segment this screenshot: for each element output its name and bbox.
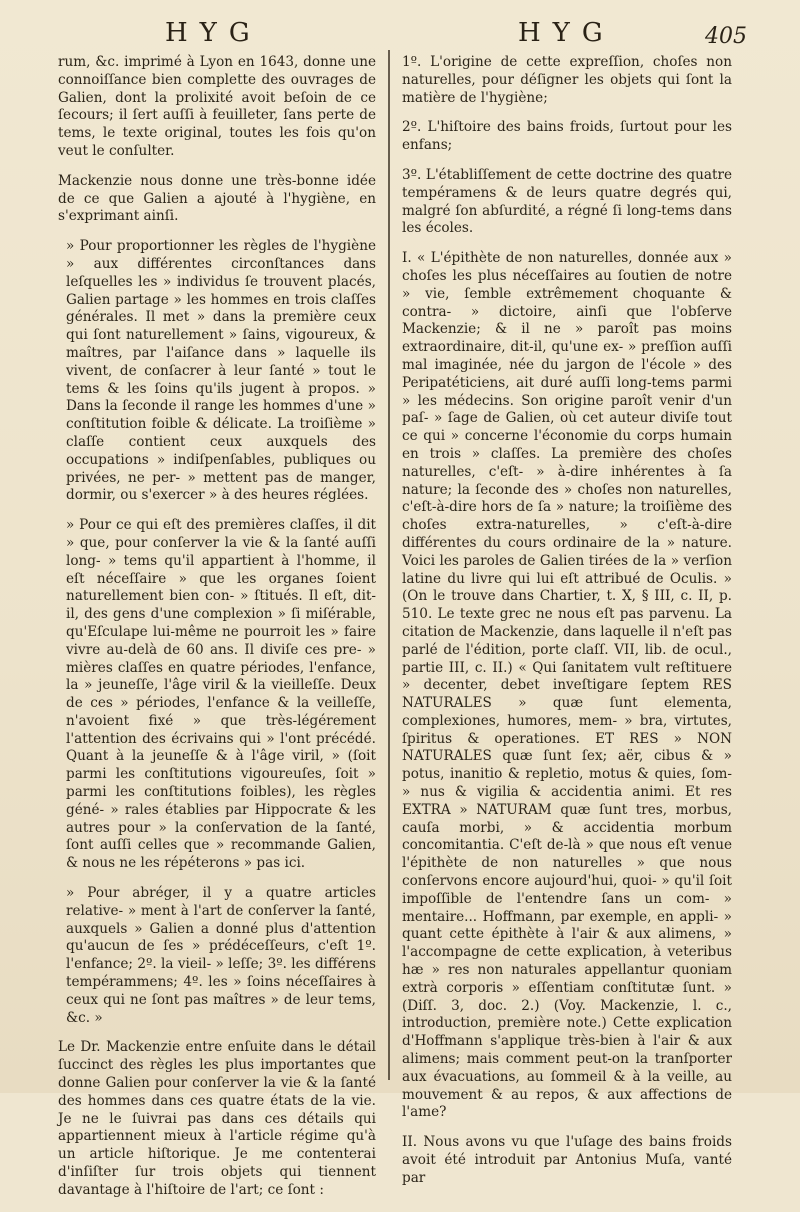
paragraph: 3º. L'établiſſement de cette doctrine des quatre tempéramens & de leurs quatre degrés qui, malgré ſon abſurdité, a régné ſi long-tems dans les écoles.	[402, 166, 732, 237]
running-head-right: HYG	[518, 18, 615, 48]
quoted-paragraph: » Pour ce qui eſt des premières claſſes, il dit » que, pour conſerver la vie & la ſanté auſſi long- » tems qu'il appartient à l'homme, il eſt néceſſaire » que les organes ſoient naturellement bien con- » ſtitués. Il eſt, dit-il, des gens d'une complexion » ſi miſérable, qu'Eſculape lui-même ne pourroit les » faire vivre au-delà de 60 ans. Il diviſe ces pre- » mières claſſes en quatre périodes, l'enfance, la » jeuneſſe, l'âge viril & la vieilleſſe. Deux de ces » périodes, l'enfance & la veilleſſe, n'avoient fixé » que très-légérement l'attention des écrivains qui » l'ont précédé. Quant à la jeuneſſe & à l'âge viril, » (ſoit parmi les conſtitutions vigoureuſes, ſoit » parmi les conſtitutions foibles), les règles géné- » rales établies par Hippocrate & les autres pour » la conſervation de la ſanté, ſont auſſi celles que » recommande Galien, & nous ne les répéterons » pas ici.	[66, 517, 376, 872]
paragraph: II. Nous avons vu que l'uſage des bains froids avoit été introduit par Antonius Muſa, vanté par	[402, 1134, 732, 1186]
running-head-left: HYG	[165, 18, 262, 48]
left-column	[58, 54, 376, 1212]
paragraph: Mackenzie nous donne une très-bonne idée de ce que Galien a ajouté à l'hygiène, en s'exprimant ainſi.	[58, 172, 376, 225]
page-number: 405	[705, 24, 747, 49]
paragraph: 1º. L'origine de cette expreſſion, choſes non naturelles, pour déſigner les objets qui ſont la matière de l'hygiène;	[402, 54, 732, 106]
right-column	[402, 54, 732, 1200]
column-divider	[388, 50, 390, 1080]
paragraph: 2º. L'hiſtoire des bains froids, ſurtout pour les enfans;	[402, 119, 732, 154]
paragraph: Le Dr. Mackenzie entre enſuite dans le détail ſuccinct des règles les plus importantes que donne Galien pour conſerver la vie & la ſanté des hommes dans ces quatre états de la vie. Je ne le ſuivrai pas dans ces détails qui appartiennent mieux à l'article régime qu'à un article hiſtorique. Je me contenterai d'inſiſter ſur trois objets qui tiennent davantage à l'hiſtoire de l'art; ce ſont :	[58, 1039, 376, 1198]
quoted-paragraph: » Pour proportionner les règles de l'hygiène » aux différentes circonſtances dans leſquelles les » individus ſe trouvent placés, Galien partage » les hommes en trois claſſes générales. Il met » dans la première ceux qui ſont naturellement » ſains, vigoureux, & maîtres, par l'aiſance dans » laquelle ils vivent, de conſacrer à leur ſanté » tout le tems & les ſoins qu'ils jugent à propos. » Dans la ſeconde il range les hommes d'une » conſtitution foible & délicate. La troiſième » claſſe contient ceux auxquels des occupations » indiſpenſables, publiques ou privées, ne per- » mettent pas de manger, dormir, ou s'exercer » à des heures réglées.	[66, 238, 376, 504]
paragraph: I. « L'épithète de non naturelles, donnée aux » choſes les plus néceſſaires au ſoutien de notre » vie, ſemble extrêmement choquante & contra- » dictoire, ainſi que l'obſerve Mackenzie; & il ne » paroît pas moins extraordinaire, dit-il, qu'une ex- » preſſion auſſi mal imaginée, née du jargon de l'école » des Peripatéticiens, ait duré auſſi long-tems parmi » les médecins. Son origine paroît venir d'un paſ- » ſage de Galien, où cet auteur diviſe tout ce qui » concerne l'économie du corps humain en trois » claſſes. La première des choſes naturelles, c'eſt- » à-dire inhérentes à ſa nature; la ſeconde des » choſes non naturelles, c'eſt-à-dire hors de ſa » nature; la troiſième des choſes extra-naturelles, » c'eſt-à-dire différentes du cours ordinaire de la » nature. Voici les paroles de Galien tirées de la » verſion latine du livre qui lui eſt attribué de Oculis. » (On le trouve dans Chartier, t. X, § III, c. II, p. 510. Le texte grec ne nous eſt pas parvenu. La citation de Mackenzie, dans laquelle il n'eſt pas parlé de l'édition, porte claſſ. VII, lib. de ocul., partie III, c. II.) « Qui ſanitatem vult reſtituere » decenter, debet inveſtigare ſeptem RES NATURALES » quæ ſunt elementa, complexiones, humores, mem- » bra, virtutes, ſpiritus & operationes. ET RES » NON NATURALES quæ ſunt ſex; aër, cibus & » potus, inanitio & repletio, motus & quies, ſom- » nus & vigilia & accidentia animi. Et res EXTRA » NATURAM quæ ſunt tres, morbus, cauſa morbi, » & accidentia morbum concomitantia. C'eſt de-là » que nous eſt venue l'épithète de non naturelles » que nous conſervons encore aujourd'hui, quoi- » qu'il ſoit impoſſible de l'entendre ſans un com- » mentaire... Hoffmann, par exemple, en appli- » quant cette épithète à l'air & aux alimens, » l'accompagne de cette explication, à veteribus hæ » res non naturales appellantur quoniam extrà corporis » eſſentiam conſtitutæ ſunt. » (Diſſ. 3, doc. 2.) (Voy. Mackenzie, l. c., introduction, première note.) Cette explication d'Hoffmann s'applique très-bien à l'air & aux alimens; mais comment peut-on la tranſporter aux évacuations, au ſommeil & à la veille, au mouvement & au repos, & aux affections de l'ame?	[402, 250, 732, 1121]
quoted-paragraph: » Pour abréger, il y a quatre articles relative- » ment à l'art de conſerver la ſanté, auxquels » Galien a donné plus d'attention qu'aucun de ſes » prédéceſſeurs, c'eſt 1º. l'enfance; 2º. la vieil- » leſſe; 3º. les différens tempérammens; 4º. les » ſoins néceſſaires à ceux qui ne ſont pas maîtres » de leur tems, &c. »	[66, 885, 376, 1026]
paragraph: rum, &c. imprimé à Lyon en 1643, donne une connoiſſance bien complette des ouvrages de Galien, dont la prolixité avoit beſoin de ce ſecours; il ſert auſſi à feuilleter, ſans perte de tems, le texte original, toutes les fois qu'on veut le conſulter.	[58, 54, 376, 159]
